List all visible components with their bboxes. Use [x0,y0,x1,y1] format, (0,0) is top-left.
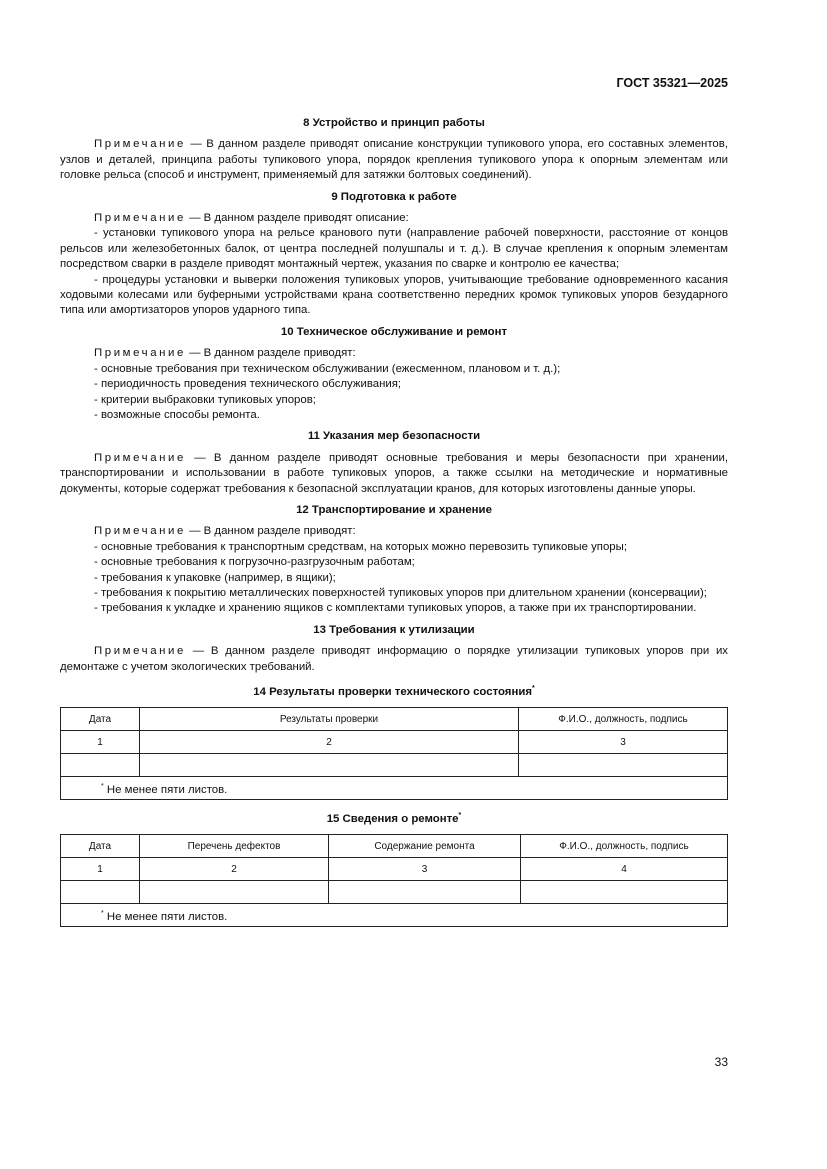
number-cell: 3 [519,731,728,754]
list-item: - основные требования при техническом обслуживании (ежесменном, плановом и т. д.); [94,362,561,375]
footnote-star: * [458,812,462,820]
empty-cell [329,881,521,904]
footnote-star: * [531,685,535,692]
note-text: — В данном разделе приводят информацию о порядке утилизации тупиковых упоров при их демонтаже с учетом экологических требований. [60,645,728,673]
section-11-title: 11 Указания мер безопасности [307,430,481,443]
section-11 [60,429,728,497]
list-item: - установки тупикового упора на рельсе кранового пути (направление рабочей поверхности, расстояние от концов рельсов или железобетонных балок, от центра последней полушпалы и т. д.). В случае крепления к опорным элементам посредством сварки в разделе приводят монтажный чертеж, указания по сварке и контролю ее качества; [60,227,728,271]
footnote-mark: * [101,909,104,917]
section-11-note [60,451,728,497]
page-content [60,113,728,929]
table-header-row [61,708,728,731]
section-13-title: 13 Требования к утилизации [313,623,475,636]
section-8 [60,116,728,184]
note-label: Примечание [94,212,186,225]
number-cell: 2 [140,858,329,881]
empty-cell [140,754,519,777]
header-cell-repair-content: Содержание ремонта [329,835,521,858]
section-13-note [60,644,728,675]
list-item: - процедуры установки и выверки положения тупиковых упоров, учитывающие требование одновременного касания ходовыми колесами или буферными устройствами крана соответственно передних кромок тупиковых упоров безударного типа или амортизаторов упоров ударного типа. [60,273,728,317]
empty-cell [61,881,140,904]
header-cell-date: Дата [61,708,140,731]
empty-cell [61,754,140,777]
section-14 [60,681,728,800]
header-cell-signature: Ф.И.О., должность, подпись [521,835,728,858]
page-number: 33 [714,1055,728,1069]
header-cell-defects: Перечень дефектов [140,835,329,858]
note-text: — В данном разделе приводят описание конструкции тупикового упора, его составных элементов, узлов и деталей, принципа работы тупикового упора, порядок крепления тупикового упора к опорным элементам или головке рельса (способ и инструмент, применяемый для затяжки болтовых соединений). [60,138,728,182]
list-item: - требования к укладке и хранению ящиков с комплектами тупиковых упоров, а также при их транспортировании. [94,602,697,615]
note-text: — В данном разделе приводят: [185,525,356,538]
list-item: - периодичность проведения технического обслуживания; [94,378,402,391]
list-item: - возможные способы ремонта. [94,408,260,421]
inspection-results-table [60,707,728,800]
empty-cell [519,754,728,777]
section-8-title: 8 Устройство и принцип работы [303,117,485,129]
section-12-note [60,524,728,539]
number-cell: 1 [61,858,140,881]
note-label: Примечание [94,347,186,360]
note-text: — В данном разделе приводят описание: [185,212,409,225]
section-8-note [60,137,728,183]
repair-records-table [60,834,728,927]
list-item: - основные требования к погрузочно-разгрузочным работам; [94,556,415,569]
note-label: Примечание [94,525,186,538]
empty-cell [140,881,329,904]
section-10-note [60,346,728,361]
note-label: Примечание [94,645,186,658]
number-cell: 2 [140,731,519,754]
section-10 [60,325,728,423]
section-9-title: 9 Подготовка к работе [331,190,457,203]
table-row [61,881,728,904]
footnote-text: Не менее пяти листов. [103,910,228,923]
table-footnote [61,777,728,800]
note-label: Примечание [94,138,186,151]
section-10-title: 10 Техническое обслуживание и ремонт [280,325,508,338]
table-footnote [61,904,728,927]
table-number-row [61,731,728,754]
table-footnote-row [61,904,728,927]
note-label: Примечание [94,451,186,464]
section-13 [60,623,728,675]
list-item: - требования к упаковке (например, в ящики); [94,571,336,584]
section-14-title [60,681,728,700]
number-cell: 4 [521,858,728,881]
table-number-row [61,858,728,881]
section-9-note [60,211,728,226]
header-cell-signature: Ф.И.О., должность, подпись [519,708,728,731]
section-14-title-text: 14 Результаты проверки технического состояния [253,685,532,698]
table-header-row [61,835,728,858]
section-12 [60,503,728,617]
section-9 [60,190,728,319]
number-cell: 3 [329,858,521,881]
note-text: — В данном разделе приводят: [185,347,356,360]
section-15 [60,808,728,927]
footnote-mark: * [101,782,104,790]
table-footnote-row [61,777,728,800]
standard-designation: ГОСТ 35321—2025 [616,76,728,90]
table-row [61,754,728,777]
section-15-title [60,808,728,827]
empty-cell [521,881,728,904]
list-item: - критерии выбраковки тупиковых упоров; [94,393,316,406]
header-cell-results: Результаты проверки [140,708,519,731]
note-text: — В данном разделе приводят основные требования и меры безопасности при хранении, транспортировании и использовании в работе тупиковых упоров, а также ссылки на методические и нормативные документы, которые содержат требования к безопасной эксплуатации кранов, для которых изготовлены данные упоры. [60,451,728,495]
footnote-text: Не менее пяти листов. [103,783,228,796]
header-cell-date: Дата [61,835,140,858]
list-item: - требования к покрытию металлических поверхностей тупиковых упоров при длительном хранении (консервации); [94,586,707,599]
section-12-title: 12 Транспортирование и хранение [296,503,492,516]
section-15-title-text: 15 Сведения о ремонте [326,813,459,825]
number-cell: 1 [61,731,140,754]
list-item: - основные требования к транспортным средствам, на которых можно перевозить тупиковые упоры; [94,540,627,553]
